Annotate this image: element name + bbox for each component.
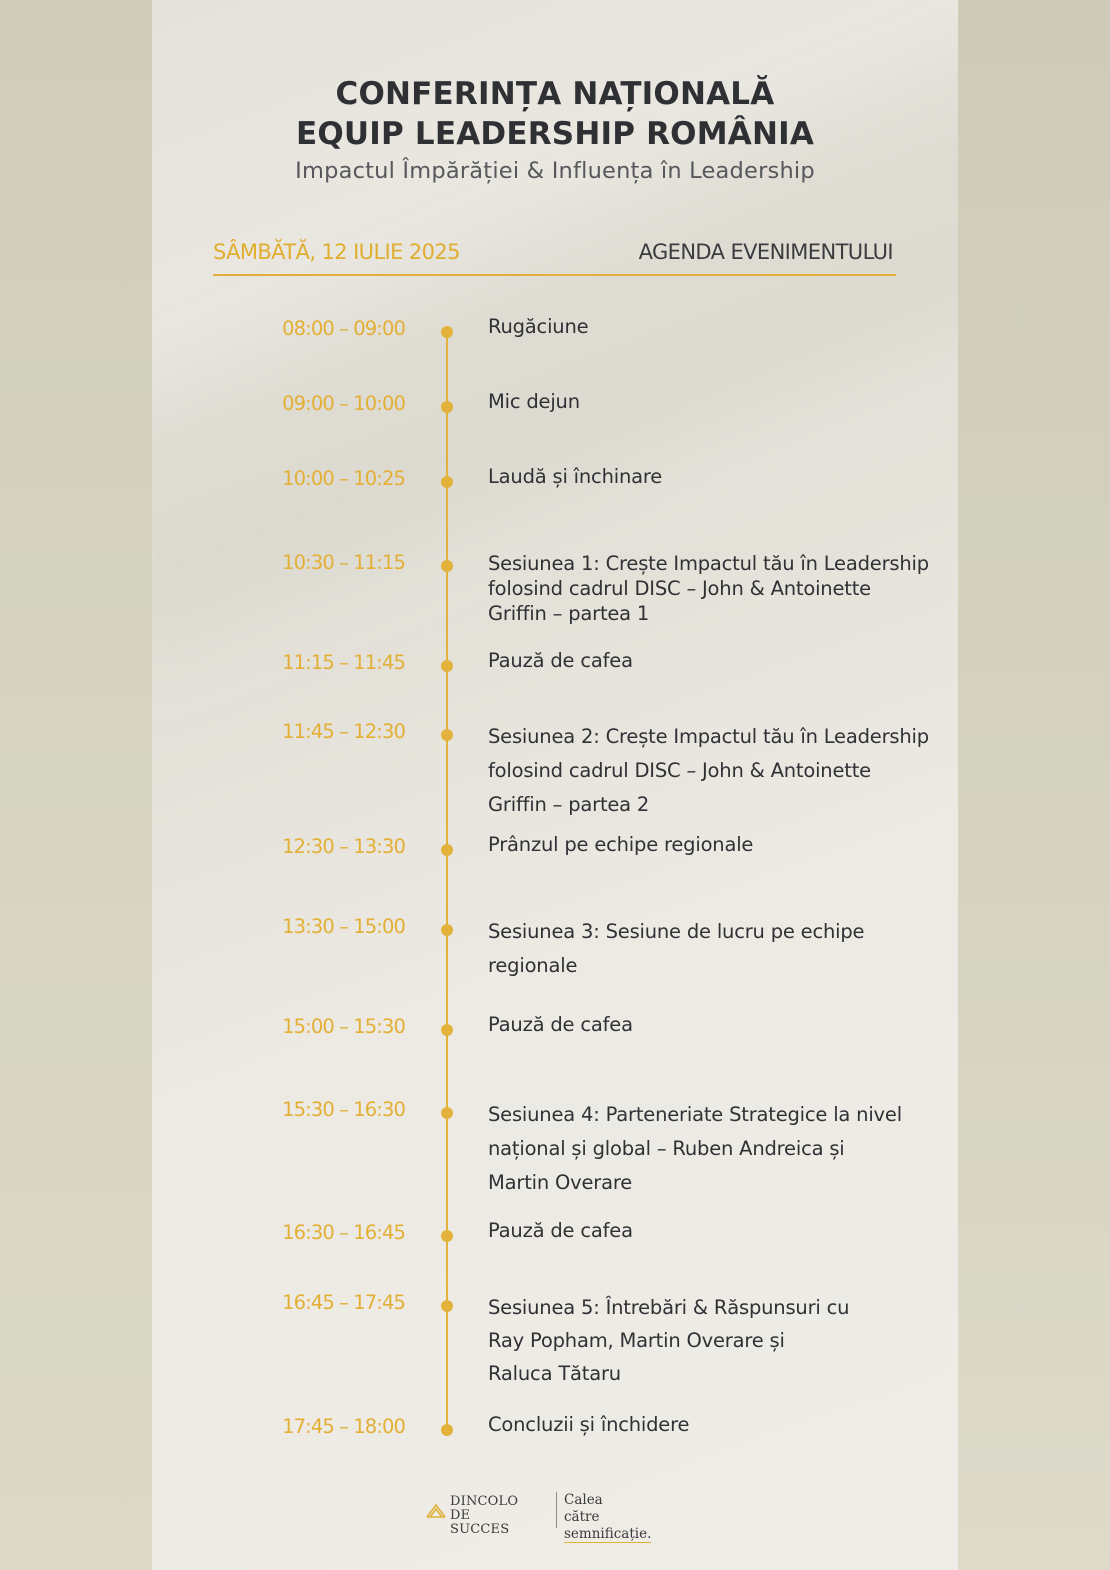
agenda-description [488,720,950,822]
timeline-dot [441,844,453,856]
agenda-description-line: național și global – Ruben Andreica și [488,1137,845,1160]
timeline-dot [441,660,453,672]
event-date: SÂMBĂTĂ, 12 IULIE 2025 [213,240,460,264]
subtitle: Impactul Împărăției & Influența în Leadership [295,158,815,184]
background-right [958,0,1110,1570]
brand-name [450,1495,518,1537]
tagline-line-2 [564,1509,651,1543]
agenda-description-line: Sesiunea 2: Crește Impactul tău în Leadership [488,725,929,748]
agenda-description-line: Griffin – partea 2 [488,793,650,816]
agenda-description-line: Prânzul pe echipe regionale [488,833,754,856]
brand-line-2: SUCCES [450,1522,510,1537]
agenda-description-line: Pauză de cafea [488,649,633,672]
agenda-description-line: Sesiunea 5: Întrebări & Răspunsuri cu [488,1296,850,1319]
agenda-time: 12:30 – 13:30 [282,835,405,858]
agenda-description [488,1098,950,1200]
agenda-description [488,835,950,855]
agenda-time: 09:00 – 10:00 [282,392,405,415]
timeline-dot [441,729,453,741]
date-bar [213,238,896,276]
agenda-description-line: Sesiunea 1: Crește Impactul tău în Leadership [488,552,929,575]
page-header [152,74,958,184]
agenda-time: 16:45 – 17:45 [282,1291,405,1314]
agenda-description-line: Griffin – partea 1 [488,602,650,625]
agenda-time: 11:45 – 12:30 [282,720,405,743]
timeline-dot [441,1107,453,1119]
agenda-description-line: Pauză de cafea [488,1013,633,1036]
tagline-prefix: către [564,1509,600,1525]
agenda-description [488,915,950,983]
agenda-description-line: regionale [488,954,578,977]
agenda-description-line: folosind cadrul DISC – John & Antoinette [488,759,871,782]
agenda-description [488,551,950,626]
timeline-dot [441,560,453,572]
agenda-description [488,1015,950,1035]
agenda-description [488,467,950,487]
tagline-underlined: semnificație. [564,1526,652,1542]
agenda-description-line: folosind cadrul DISC – John & Antoinette [488,577,871,600]
agenda-time: 16:30 – 16:45 [282,1221,405,1244]
timeline-line [446,328,448,1430]
agenda-label: AGENDA EVENIMENTULUI [638,240,893,264]
agenda-time: 08:00 – 09:00 [282,317,405,340]
timeline-dot [441,476,453,488]
agenda-description-line: Sesiunea 4: Parteneriate Strategice la nivel [488,1103,902,1126]
agenda-time: 10:00 – 10:25 [282,467,405,490]
agenda-time: 17:45 – 18:00 [282,1415,405,1438]
agenda-description-line: Martin Overare [488,1171,633,1194]
agenda-time: 11:15 – 11:45 [282,651,405,674]
agenda-description [488,392,950,412]
title-line-1: CONFERINȚA NAȚIONALĂ [335,76,775,112]
tagline [564,1492,651,1543]
agenda-description [488,651,950,671]
timeline-dot [441,1230,453,1242]
agenda-sheet [152,0,958,1570]
agenda-time: 15:00 – 15:30 [282,1015,405,1038]
agenda-description-line: Pauză de cafea [488,1219,633,1242]
footer-divider [556,1492,557,1528]
agenda-time: 15:30 – 16:30 [282,1098,405,1121]
timeline-dot [441,1424,453,1436]
title-line-2: EQUIP LEADERSHIP ROMÂNIA [295,116,815,152]
brand-line-1: DINCOLO DE [450,1494,519,1523]
agenda-description-line: Ray Popham, Martin Overare și [488,1329,785,1352]
agenda-description-line: Concluzii și închidere [488,1413,690,1436]
agenda-description [488,1291,950,1390]
agenda-description [488,1221,950,1241]
background-left [0,0,152,1570]
timeline-dot [441,326,453,338]
tagline-line-1: Calea [564,1492,603,1508]
agenda-description-line: Raluca Tătaru [488,1362,621,1385]
timeline-dot [441,1300,453,1312]
agenda-time: 10:30 – 11:15 [282,551,405,574]
timeline-dot [441,401,453,413]
timeline-dot [441,924,453,936]
agenda-description-line: Mic dejun [488,390,580,413]
agenda-description-line: Rugăciune [488,315,589,338]
agenda-time: 13:30 – 15:00 [282,915,405,938]
mountain-logo-icon [426,1500,446,1520]
agenda-description [488,317,950,337]
agenda-description [488,1415,950,1435]
agenda-description-line: Laudă și închinare [488,465,663,488]
agenda-description-line: Sesiunea 3: Sesiune de lucru pe echipe [488,920,865,943]
timeline-dot [441,1024,453,1036]
